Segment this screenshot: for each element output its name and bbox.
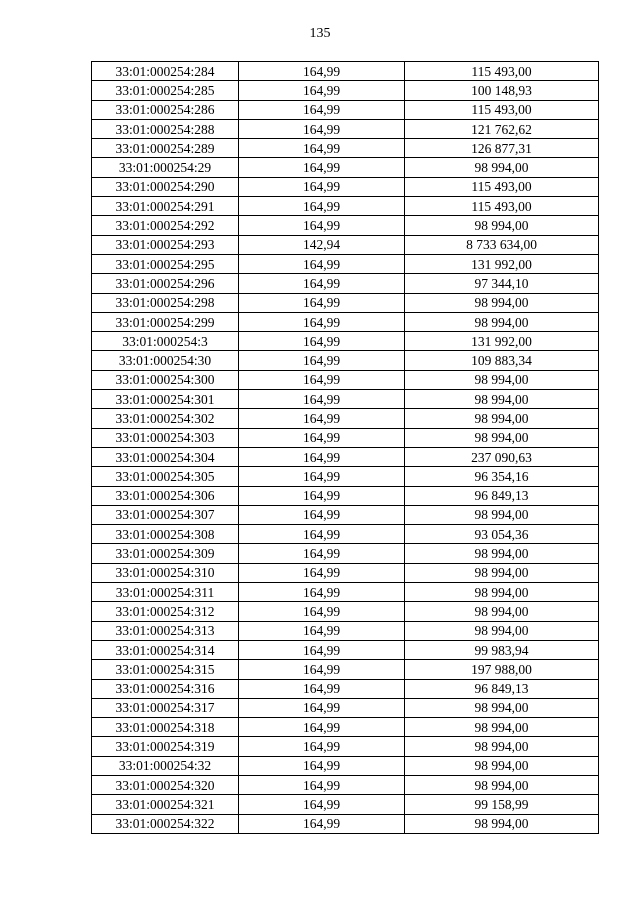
cadastral-value-cell: 98 994,00: [405, 756, 599, 775]
cadastral-value-cell: 98 994,00: [405, 544, 599, 563]
area-cell: 164,99: [239, 428, 405, 447]
table-row: [92, 544, 599, 563]
cadastral-number-cell: 33:01:000254:32: [92, 756, 239, 775]
cadastral-number-cell: 33:01:000254:30: [92, 351, 239, 370]
table-row: [92, 679, 599, 698]
cadastral-value-cell: 98 994,00: [405, 370, 599, 389]
cadastral-number-cell: 33:01:000254:286: [92, 100, 239, 119]
cadastral-value-cell: 98 994,00: [405, 718, 599, 737]
table-row: [92, 351, 599, 370]
table-row: [92, 563, 599, 582]
cadastral-number-cell: 33:01:000254:307: [92, 505, 239, 524]
cadastral-value-cell: 98 994,00: [405, 737, 599, 756]
table-row: [92, 119, 599, 138]
cadastral-number-cell: 33:01:000254:304: [92, 447, 239, 466]
cadastral-number-cell: 33:01:000254:321: [92, 795, 239, 814]
table-row: [92, 409, 599, 428]
table-row: [92, 216, 599, 235]
cadastral-number-cell: 33:01:000254:322: [92, 814, 239, 833]
area-cell: 164,99: [239, 62, 405, 81]
table-row: [92, 235, 599, 254]
cadastral-number-cell: 33:01:000254:285: [92, 81, 239, 100]
table-row: [92, 660, 599, 679]
cadastral-number-cell: 33:01:000254:317: [92, 698, 239, 717]
table-row: [92, 814, 599, 833]
table-row: [92, 718, 599, 737]
cadastral-number-cell: 33:01:000254:311: [92, 583, 239, 602]
cadastral-number-cell: 33:01:000254:3: [92, 332, 239, 351]
cadastral-number-cell: 33:01:000254:284: [92, 62, 239, 81]
cadastral-number-cell: 33:01:000254:300: [92, 370, 239, 389]
table-row: [92, 640, 599, 659]
cadastral-value-cell: 121 762,62: [405, 119, 599, 138]
table-row: [92, 467, 599, 486]
area-cell: 164,99: [239, 467, 405, 486]
cadastral-value-cell: 99 158,99: [405, 795, 599, 814]
table-row: [92, 447, 599, 466]
table-body: [92, 62, 599, 834]
area-cell: 164,99: [239, 390, 405, 409]
cadastral-number-cell: 33:01:000254:308: [92, 525, 239, 544]
cadastral-value-cell: 100 148,93: [405, 81, 599, 100]
table-row: [92, 81, 599, 100]
table-row: [92, 698, 599, 717]
cadastral-number-cell: 33:01:000254:301: [92, 390, 239, 409]
cadastral-number-cell: 33:01:000254:313: [92, 621, 239, 640]
cadastral-number-cell: 33:01:000254:309: [92, 544, 239, 563]
area-cell: 164,99: [239, 447, 405, 466]
area-cell: 164,99: [239, 814, 405, 833]
cadastral-number-cell: 33:01:000254:318: [92, 718, 239, 737]
cadastral-number-cell: 33:01:000254:305: [92, 467, 239, 486]
table-row: [92, 775, 599, 794]
table-row: [92, 370, 599, 389]
table-row: [92, 312, 599, 331]
area-cell: 164,99: [239, 293, 405, 312]
cadastral-number-cell: 33:01:000254:302: [92, 409, 239, 428]
area-cell: 164,99: [239, 409, 405, 428]
cadastral-value-cell: 98 994,00: [405, 390, 599, 409]
table-row: [92, 62, 599, 81]
cadastral-value-cell: 197 988,00: [405, 660, 599, 679]
cadastral-value-cell: 98 994,00: [405, 814, 599, 833]
cadastral-number-cell: 33:01:000254:29: [92, 158, 239, 177]
table-row: [92, 756, 599, 775]
cadastral-value-cell: 93 054,36: [405, 525, 599, 544]
area-cell: 164,99: [239, 679, 405, 698]
area-cell: 164,99: [239, 370, 405, 389]
cadastral-number-cell: 33:01:000254:291: [92, 197, 239, 216]
cadastral-number-cell: 33:01:000254:310: [92, 563, 239, 582]
table-row: [92, 274, 599, 293]
area-cell: 164,99: [239, 119, 405, 138]
cadastral-number-cell: 33:01:000254:315: [92, 660, 239, 679]
area-cell: 164,99: [239, 505, 405, 524]
cadastral-value-cell: 98 994,00: [405, 621, 599, 640]
page-number: 135: [309, 26, 331, 41]
cadastral-value-cell: 97 344,10: [405, 274, 599, 293]
cadastral-value-cell: 126 877,31: [405, 139, 599, 158]
cadastral-value-cell: 98 994,00: [405, 312, 599, 331]
area-cell: 164,99: [239, 698, 405, 717]
area-cell: 164,99: [239, 544, 405, 563]
table-row: [92, 177, 599, 196]
cadastral-value-cell: 115 493,00: [405, 197, 599, 216]
cadastral-number-cell: 33:01:000254:293: [92, 235, 239, 254]
cadastral-number-cell: 33:01:000254:296: [92, 274, 239, 293]
area-cell: 164,99: [239, 795, 405, 814]
area-cell: 164,99: [239, 737, 405, 756]
area-cell: 164,99: [239, 351, 405, 370]
area-cell: 164,99: [239, 177, 405, 196]
area-cell: 164,99: [239, 81, 405, 100]
cadastral-number-cell: 33:01:000254:290: [92, 177, 239, 196]
table-row: [92, 254, 599, 273]
cadastral-value-cell: 98 994,00: [405, 293, 599, 312]
cadastral-value-cell: 98 994,00: [405, 409, 599, 428]
cadastral-number-cell: 33:01:000254:288: [92, 119, 239, 138]
table-row: [92, 505, 599, 524]
table-row: [92, 139, 599, 158]
table-row: [92, 197, 599, 216]
area-cell: 164,99: [239, 602, 405, 621]
cadastral-value-cell: 115 493,00: [405, 100, 599, 119]
cadastral-value-cell: 98 994,00: [405, 216, 599, 235]
area-cell: 164,99: [239, 312, 405, 331]
cadastral-number-cell: 33:01:000254:314: [92, 640, 239, 659]
cadastral-value-cell: 98 994,00: [405, 602, 599, 621]
table-row: [92, 100, 599, 119]
area-cell: 164,99: [239, 486, 405, 505]
area-cell: 142,94: [239, 235, 405, 254]
cadastral-value-cell: 8 733 634,00: [405, 235, 599, 254]
cadastral-value-cell: 98 994,00: [405, 428, 599, 447]
cadastral-number-cell: 33:01:000254:316: [92, 679, 239, 698]
table-row: [92, 525, 599, 544]
cadastral-value-cell: 96 849,13: [405, 486, 599, 505]
area-cell: 164,99: [239, 640, 405, 659]
cadastral-value-cell: 237 090,63: [405, 447, 599, 466]
cadastral-value-table: [91, 61, 599, 834]
cadastral-value-cell: 131 992,00: [405, 254, 599, 273]
cadastral-number-cell: 33:01:000254:292: [92, 216, 239, 235]
table-row: [92, 795, 599, 814]
table-row: [92, 390, 599, 409]
cadastral-value-cell: 98 994,00: [405, 583, 599, 602]
table-row: [92, 583, 599, 602]
cadastral-value-cell: 98 994,00: [405, 775, 599, 794]
cadastral-number-cell: 33:01:000254:303: [92, 428, 239, 447]
area-cell: 164,99: [239, 718, 405, 737]
area-cell: 164,99: [239, 197, 405, 216]
table-row: [92, 158, 599, 177]
cadastral-value-cell: 98 994,00: [405, 158, 599, 177]
cadastral-value-cell: 96 354,16: [405, 467, 599, 486]
cadastral-value-cell: 99 983,94: [405, 640, 599, 659]
cadastral-number-cell: 33:01:000254:312: [92, 602, 239, 621]
cadastral-value-cell: 109 883,34: [405, 351, 599, 370]
area-cell: 164,99: [239, 621, 405, 640]
area-cell: 164,99: [239, 158, 405, 177]
area-cell: 164,99: [239, 274, 405, 293]
table-row: [92, 332, 599, 351]
table-row: [92, 428, 599, 447]
cadastral-number-cell: 33:01:000254:306: [92, 486, 239, 505]
area-cell: 164,99: [239, 583, 405, 602]
area-cell: 164,99: [239, 332, 405, 351]
area-cell: 164,99: [239, 216, 405, 235]
table-row: [92, 486, 599, 505]
cadastral-value-cell: 98 994,00: [405, 505, 599, 524]
cadastral-number-cell: 33:01:000254:298: [92, 293, 239, 312]
cadastral-value-cell: 98 994,00: [405, 563, 599, 582]
area-cell: 164,99: [239, 775, 405, 794]
area-cell: 164,99: [239, 139, 405, 158]
cadastral-number-cell: 33:01:000254:299: [92, 312, 239, 331]
cadastral-value-cell: 115 493,00: [405, 62, 599, 81]
cadastral-number-cell: 33:01:000254:295: [92, 254, 239, 273]
table-row: [92, 293, 599, 312]
cadastral-value-cell: 131 992,00: [405, 332, 599, 351]
area-cell: 164,99: [239, 660, 405, 679]
cadastral-number-cell: 33:01:000254:320: [92, 775, 239, 794]
cadastral-number-cell: 33:01:000254:289: [92, 139, 239, 158]
cadastral-value-cell: 98 994,00: [405, 698, 599, 717]
area-cell: 164,99: [239, 756, 405, 775]
cadastral-value-cell: 96 849,13: [405, 679, 599, 698]
table-row: [92, 737, 599, 756]
area-cell: 164,99: [239, 525, 405, 544]
cadastral-number-cell: 33:01:000254:319: [92, 737, 239, 756]
table-row: [92, 602, 599, 621]
area-cell: 164,99: [239, 254, 405, 273]
table-row: [92, 621, 599, 640]
area-cell: 164,99: [239, 100, 405, 119]
area-cell: 164,99: [239, 563, 405, 582]
cadastral-value-cell: 115 493,00: [405, 177, 599, 196]
